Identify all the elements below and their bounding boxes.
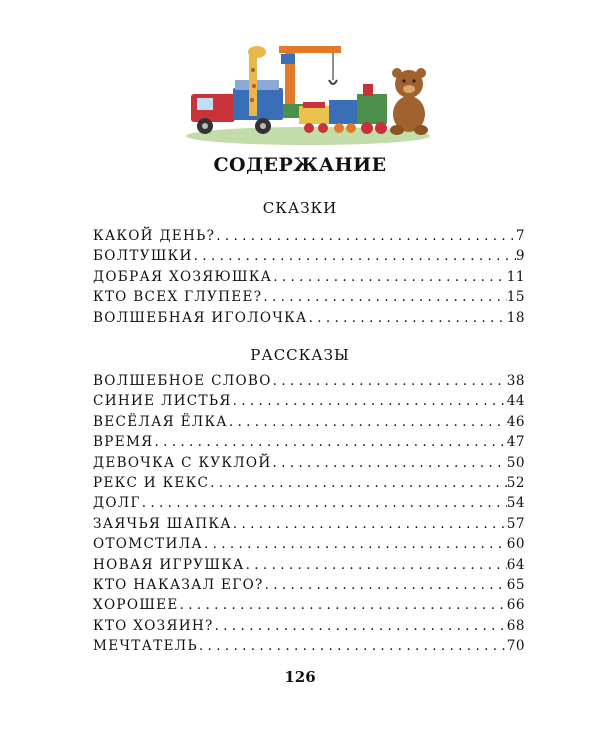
toc-leader-dots [193,248,516,264]
toc-entry-title: ВЕСЁЛАЯ ЁЛКА [93,413,228,430]
toc-list-stories [93,373,525,658]
toc-entry-title: КТО ХОЗЯИН? [93,617,214,634]
toc-entry-page: 68 [506,617,525,634]
toc-leader-dots [203,536,507,552]
toc-entry[interactable] [93,310,525,330]
toc-entry[interactable] [93,577,525,597]
toc-entry[interactable] [93,557,525,577]
toc-list-tales [93,228,525,330]
toc-entry-title: ХОРОШЕЕ [93,597,179,614]
section-heading-stories: РАССКАЗЫ [250,346,350,364]
toc-entry-title: КАКОЙ ДЕНЬ? [93,228,216,244]
toc-entry[interactable] [93,269,525,289]
toc-entry-title: РЕКС И КЕКС [93,474,210,491]
toc-entry-title: КТО ВСЕХ ГЛУПЕЕ? [93,289,263,306]
toc-leader-dots [214,618,507,634]
toc-entry-title: ВОЛШЕБНАЯ ИГОЛОЧКА [93,309,308,326]
toc-entry-title: БОЛТУШКИ [93,248,193,265]
toc-entry[interactable] [93,536,525,556]
toc-leader-dots [209,475,507,491]
toc-entry-title: КТО НАКАЗАЛ ЕГО? [93,576,264,593]
toc-entry[interactable] [93,455,525,475]
toy-truck-icon [191,80,283,134]
page-number: 126 [284,668,316,686]
teddy-bear-icon [390,68,428,135]
page-title: СОДЕРЖАНИЕ [213,154,387,176]
toys-illustration [183,40,433,145]
toc-entry-page: 7 [515,228,525,244]
toc-entry[interactable] [93,248,525,268]
toc-entry-page: 11 [506,268,525,285]
toc-entry[interactable] [93,516,525,536]
toc-leader-dots [262,289,506,305]
toc-entry-title: ОТОМСТИЛА [93,536,203,553]
toc-entry-page: 52 [506,474,525,491]
toc-leader-dots [272,373,507,389]
toc-entry-page: 65 [506,576,525,593]
toc-entry-page: 47 [506,434,525,451]
toc-entry-page: 9 [515,248,525,265]
toc-leader-dots [153,434,506,450]
toc-entry-page: 70 [506,638,525,655]
toc-entry-title: ЗАЯЧЬЯ ШАПКА [93,515,232,532]
toc-entry[interactable] [93,289,525,309]
toc-leader-dots [228,414,507,430]
toc-entry-title: ДОЛГ [93,495,141,512]
toc-entry-page: 66 [506,597,525,614]
toc-leader-dots [308,310,507,326]
toc-entry-title: ДОБРАЯ ХОЗЯЮШКА [93,268,273,285]
toc-entry[interactable] [93,373,525,393]
toc-entry[interactable] [93,638,525,658]
toc-leader-dots [245,557,507,573]
toc-entry[interactable] [93,597,525,617]
toc-leader-dots [232,516,507,532]
toc-entry[interactable] [93,393,525,413]
toc-entry-title: МЕЧТАТЕЛЬ [93,638,198,655]
toc-entry-title: ВРЕМЯ [93,434,154,451]
toc-leader-dots [215,228,516,244]
toc-entry-page: 38 [506,373,525,389]
toy-train-icon [299,84,387,134]
toc-entry-title: НОВАЯ ИГРУШКА [93,556,245,573]
toc-entry-title: СИНИЕ ЛИСТЬЯ [93,393,232,410]
toc-entry-page: 64 [506,556,525,573]
toc-entry-page: 54 [506,495,525,512]
toc-entry-page: 44 [506,393,525,410]
toc-entry-page: 46 [506,413,525,430]
toc-leader-dots [264,577,507,593]
toc-entry-page: 60 [506,536,525,553]
toc-entry[interactable] [93,475,525,495]
toc-entry-page: 57 [506,515,525,532]
toc-leader-dots [232,393,507,409]
section-heading-tales: СКАЗКИ [262,199,338,217]
toc-leader-dots [272,269,506,285]
toc-entry[interactable] [93,618,525,638]
toc-leader-dots [198,638,507,654]
toc-entry-page: 18 [506,309,525,326]
toc-leader-dots [179,597,507,613]
toc-entry-page: 50 [506,454,525,471]
toc-entry-title: ДЕВОЧКА С КУКЛОЙ [93,454,272,471]
toc-entry-page: 15 [506,289,525,306]
toc-entry[interactable] [93,414,525,434]
toc-leader-dots [141,495,507,511]
toc-entry-title: ВОЛШЕБНОЕ СЛОВО [93,373,272,389]
toc-entry[interactable] [93,434,525,454]
toc-entry[interactable] [93,228,525,248]
toc-leader-dots [271,455,506,471]
toc-entry[interactable] [93,495,525,515]
